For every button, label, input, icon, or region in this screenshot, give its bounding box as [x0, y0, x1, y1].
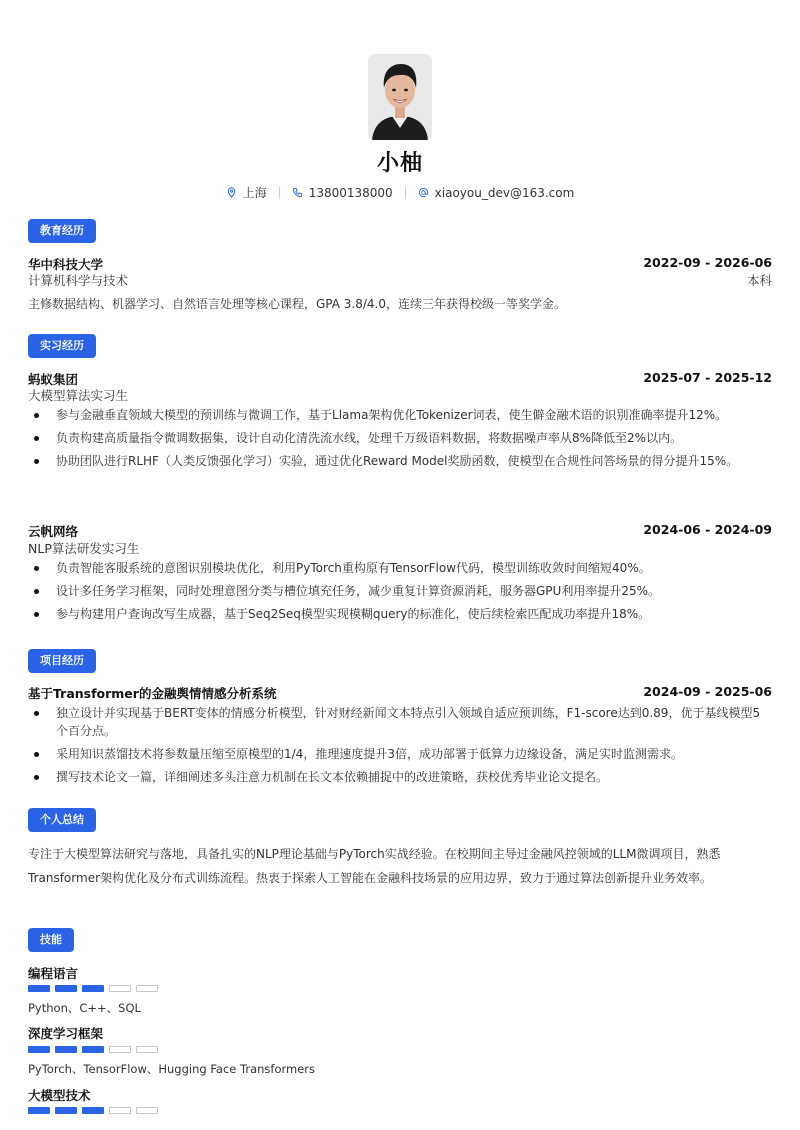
list-item: 参与构建用户查询改写生成器，基于Seq2Seq模型实现模糊query的标准化，使后续检索匹配成功率提升18%。: [28, 605, 772, 623]
section-projects-badge: 项目经历: [28, 649, 96, 673]
contact-bar: [0, 184, 800, 201]
skill-bar-filled: [28, 1046, 50, 1053]
skill-bar-filled: [82, 1107, 104, 1114]
email-text[interactable]: xiaoyou_dev@163.com: [434, 185, 575, 200]
job-date: 2024-06 - 2024-09: [643, 522, 772, 537]
job-bullets: [28, 406, 772, 475]
section-internship-badge: 实习经历: [28, 334, 96, 358]
job-role-row: [28, 539, 772, 557]
list-item: 设计多任务学习框架，同时处理意图分类与槽位填充任务，减少重复计算资源消耗，服务器GPU利用率提升25%。: [28, 582, 772, 600]
job-header-row: [28, 522, 772, 540]
skill-bar-filled: [55, 1107, 77, 1114]
phone-icon: [292, 187, 303, 198]
divider: [405, 187, 406, 199]
avatar: [368, 54, 432, 140]
contact-phone: [292, 186, 393, 200]
summary-text: 专注于大模型算法研究与落地，具备扎实的NLP理论基础与PyTorch实战经验。在校期间主导过金融风控领域的LLM微调项目，熟悉Transformer架构优化及分布式训练流程。热衷于探索人工智能在金融科技场景的应用边界，致力于通过算法创新提升业务效率。: [28, 847, 721, 885]
skill-detail: PyTorch、TensorFlow、Hugging Face Transformers: [28, 1062, 316, 1076]
project-header-row: [28, 684, 772, 702]
degree: 本科: [746, 273, 772, 288]
list-item: 参与金融垂直领域大模型的预训练与微调工作，基于Llama架构优化Tokenizer词表，使生僻金融术语的识别准确率提升12%。: [28, 406, 772, 424]
project-name: 基于Transformer的金融舆情情感分析系统: [28, 686, 277, 701]
education-date: 2022-09 - 2026-06: [643, 255, 772, 270]
contact-email[interactable]: [418, 186, 575, 200]
project-bullets: [28, 704, 772, 791]
location-text: 上海: [242, 186, 267, 200]
education-sub-row: [28, 271, 772, 289]
location-pin-icon: [226, 187, 237, 198]
at-sign-icon: [418, 187, 429, 198]
divider: [279, 187, 280, 199]
job-role: NLP算法研发实习生: [28, 541, 140, 556]
skill-bar-filled: [55, 985, 77, 992]
list-item: 独立设计并实现基于BERT变体的情感分析模型，针对财经新闻文本特点引入领域自适应预训练，F1-score达到0.89，优于基线模型5个百分点。: [28, 704, 772, 740]
skill-bar-filled: [28, 1107, 50, 1114]
contact-location: [226, 184, 267, 201]
section-skills-badge: 技能: [28, 928, 74, 952]
skill-level-bars: [28, 1107, 158, 1114]
skill-bar-filled: [28, 985, 50, 992]
skill-name: 编程语言: [28, 966, 79, 981]
skill-bar-filled: [82, 985, 104, 992]
education-description: 主修数据结构、机器学习、自然语言处理等核心课程，GPA 3.8/4.0，连续三年获得校级一等奖学金。: [28, 297, 567, 311]
phone-text: 13800138000: [308, 185, 393, 200]
job-bullets: [28, 559, 772, 628]
skill-detail: Python、C++、SQL: [28, 1001, 141, 1015]
skill-name: 深度学习框架: [28, 1026, 104, 1041]
skill-bar-filled: [55, 1046, 77, 1053]
skill-bar-empty: [136, 985, 158, 992]
major: 计算机科学与技术: [28, 273, 129, 288]
job-role: 大模型算法实习生: [28, 388, 129, 403]
section-summary-badge: 个人总结: [28, 808, 96, 832]
skill-bar-empty: [109, 1107, 131, 1114]
skill-level-bars: [28, 1046, 158, 1053]
school-name: 华中科技大学: [28, 257, 104, 272]
skill-level-bars: [28, 985, 158, 992]
job-date: 2025-07 - 2025-12: [643, 370, 772, 385]
company-name: 蚂蚁集团: [28, 372, 79, 387]
company-name: 云帆网络: [28, 524, 79, 539]
skill-bar-empty: [136, 1107, 158, 1114]
list-item: 撰写技术论文一篇，详细阐述多头注意力机制在长文本依赖捕捉中的改进策略，获校优秀毕业论文提名。: [28, 768, 772, 786]
candidate-name: 小柚: [376, 151, 423, 176]
skill-bar-filled: [82, 1046, 104, 1053]
section-education-badge: 教育经历: [28, 219, 96, 243]
job-role-row: [28, 386, 772, 404]
skill-bar-empty: [136, 1046, 158, 1053]
skill-bar-empty: [109, 985, 131, 992]
list-item: 负责构建高质量指令微调数据集，设计自动化清洗流水线，处理千万级语料数据，将数据噪声率从8%降低至2%以内。: [28, 429, 772, 447]
list-item: 协助团队进行RLHF（人类反馈强化学习）实验，通过优化Reward Model奖励函数，使模型在合规性问答场景的得分提升15%。: [28, 452, 772, 470]
list-item: 采用知识蒸馏技术将参数量压缩至原模型的1/4，推理速度提升3倍，成功部署于低算力边缘设备，满足实时监测需求。: [28, 745, 772, 763]
project-date: 2024-09 - 2025-06: [643, 684, 772, 699]
skill-name: 大模型技术: [28, 1088, 91, 1103]
list-item: 负责智能客服系统的意图识别模块优化，利用PyTorch重构原有TensorFlow代码，模型训练收敛时间缩短40%。: [28, 559, 772, 577]
skill-bar-empty: [109, 1046, 131, 1053]
